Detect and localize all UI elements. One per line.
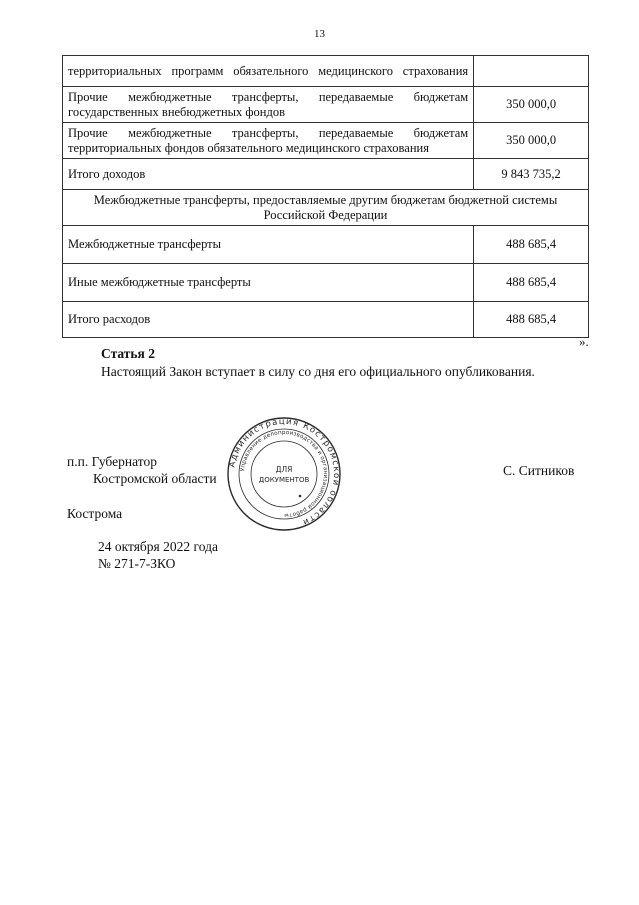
- stamp-dot: [299, 495, 302, 498]
- row-value: 488 685,4: [474, 226, 589, 264]
- article-text: Настоящий Закон вступает в силу со дня его официального опубликования.: [101, 364, 535, 379]
- table-row: [63, 56, 589, 87]
- table-row: [63, 302, 589, 338]
- total-income-label: Итого доходов: [63, 159, 474, 190]
- total-expense-label: Итого расходов: [63, 302, 474, 338]
- budget-table: [62, 55, 589, 338]
- stamp-center-line2: ДОКУМЕНТОВ: [258, 476, 310, 484]
- stamp-outer-text: Администрация Костромской области: [227, 416, 342, 528]
- signatory-title: п.п. Губернатор: [67, 454, 157, 469]
- row-name: Иные межбюджетные трансферты: [63, 264, 474, 302]
- row-name: Прочие межбюджетные трансферты, передаваемые бюджетам государственных внебюджетных фондов: [63, 87, 474, 123]
- row-value: 350 000,0: [474, 87, 589, 123]
- stamp-inner-text: Управление делопроизводства и организационной работы: [240, 429, 329, 519]
- table-row: [63, 264, 589, 302]
- row-name: территориальных программ обязательного медицинского страхования: [63, 56, 474, 87]
- law-number: № 271-7-ЗКО: [98, 556, 176, 571]
- total-income-value: 9 843 735,2: [474, 159, 589, 190]
- row-name: Межбюджетные трансферты: [63, 226, 474, 264]
- table-row: [63, 226, 589, 264]
- table-row: [63, 123, 589, 159]
- stamp-middle-ring: [239, 429, 329, 519]
- row-name: Прочие межбюджетные трансферты, передаваемые бюджетам территориальных фондов обязательного медицинского страхования: [63, 123, 474, 159]
- signatory-region: Костромской области: [93, 471, 217, 486]
- table-row: [63, 159, 589, 190]
- table-row: [63, 87, 589, 123]
- row-value: 350 000,0: [474, 123, 589, 159]
- total-expense-value: 488 685,4: [474, 302, 589, 338]
- row-value: [474, 56, 589, 87]
- section-row: [63, 190, 589, 226]
- closing-quote: ».: [579, 334, 589, 349]
- stamp-center-line1: ДЛЯ: [275, 465, 293, 474]
- law-date: 24 октября 2022 года: [98, 539, 218, 554]
- stamp-inner-ring: [251, 441, 317, 507]
- row-value: 488 685,4: [474, 264, 589, 302]
- page-number: 13: [314, 28, 325, 40]
- official-stamp: [226, 416, 342, 532]
- article-title: Статья 2: [101, 346, 155, 361]
- section-heading: Межбюджетные трансферты, предоставляемые другим бюджетам бюджетной системы Российской Федерации: [63, 190, 589, 226]
- city: Кострома: [67, 506, 123, 521]
- signatory-name: С. Ситников: [503, 463, 575, 478]
